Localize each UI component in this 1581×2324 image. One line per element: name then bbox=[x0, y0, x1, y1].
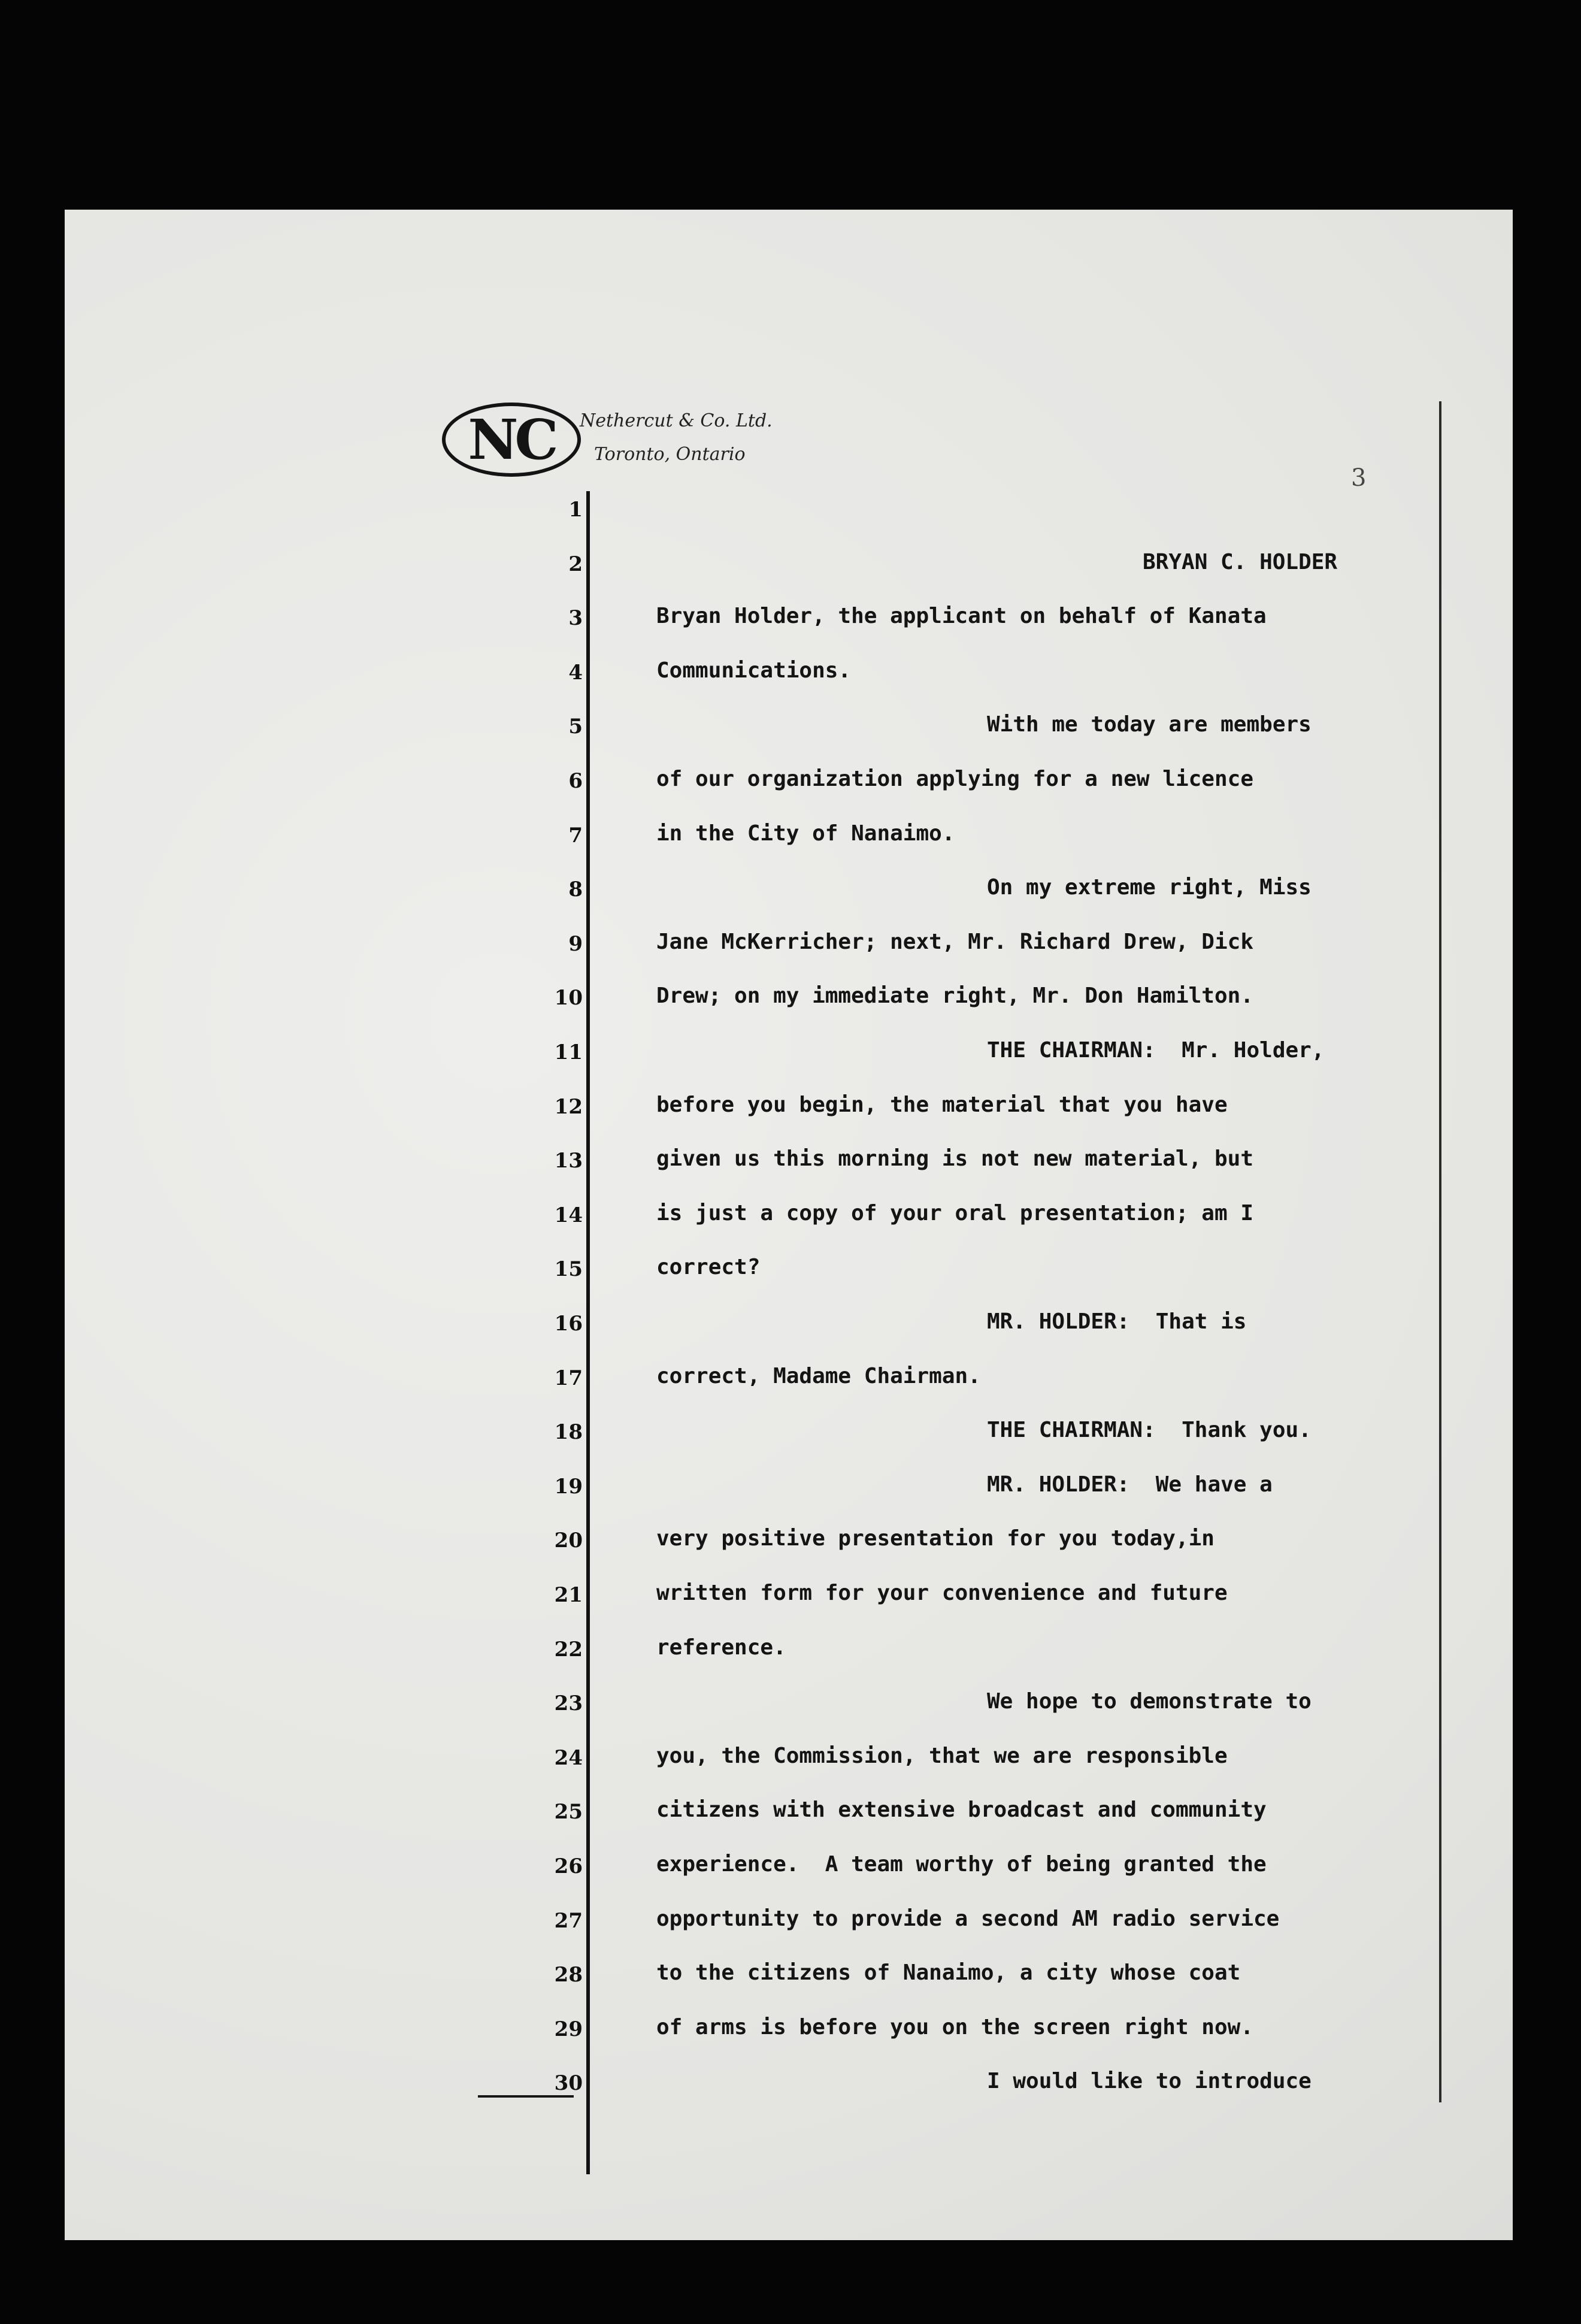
transcript-line: Drew; on my immediate right, Mr. Don Hamilton. bbox=[656, 984, 1253, 1009]
line-number: 27 bbox=[554, 1908, 583, 1933]
transcript-line: very positive presentation for you today,in bbox=[656, 1526, 1214, 1551]
line-number: 2 bbox=[568, 552, 583, 576]
company-logo bbox=[442, 403, 581, 477]
transcript-line: of our organization applying for a new licence bbox=[656, 767, 1253, 791]
page-number: 3 bbox=[1351, 464, 1367, 492]
line-number: 10 bbox=[554, 986, 583, 1010]
transcript-line: is just a copy of your oral presentation; am I bbox=[656, 1200, 1253, 1225]
line-number: 29 bbox=[554, 2017, 583, 2041]
line-number: 26 bbox=[554, 1854, 583, 1878]
transcript-line: to the citizens of Nanaimo, a city whose coat bbox=[656, 1960, 1241, 1986]
line-number: 17 bbox=[554, 1366, 583, 1390]
line-30-dash bbox=[478, 2095, 574, 2098]
transcript-line: written form for your convenience and future bbox=[656, 1581, 1228, 1605]
line-number: 12 bbox=[554, 1094, 583, 1119]
transcript-line: opportunity to provide a second AM radio service bbox=[656, 1906, 1280, 1931]
transcript-line: citizens with extensive broadcast and community bbox=[656, 1798, 1267, 1823]
line-number: 11 bbox=[554, 1040, 583, 1064]
margin-rule-left bbox=[586, 491, 590, 2174]
transcript-line: Bryan Holder, the applicant on behalf of Kanata bbox=[656, 604, 1267, 629]
transcript-line: MR. HOLDER: We have a bbox=[987, 1472, 1273, 1497]
line-number: 24 bbox=[554, 1745, 583, 1770]
line-number: 8 bbox=[568, 877, 583, 902]
transcript-line: THE CHAIRMAN: Mr. Holder, bbox=[987, 1038, 1325, 1063]
line-number: 1 bbox=[568, 498, 583, 522]
transcript-line: correct? bbox=[656, 1255, 761, 1280]
line-number: 28 bbox=[554, 1963, 583, 1987]
transcript-page bbox=[65, 210, 1513, 2240]
line-number: 5 bbox=[568, 715, 583, 739]
logo-letters: NC bbox=[468, 407, 555, 472]
line-number: 9 bbox=[568, 931, 583, 956]
line-number: 18 bbox=[554, 1420, 583, 1445]
line-number: 14 bbox=[554, 1203, 583, 1227]
line-number: 19 bbox=[554, 1474, 583, 1499]
transcript-line: I would like to introduce bbox=[987, 2069, 1312, 2094]
transcript-line: On my extreme right, Miss bbox=[987, 875, 1312, 900]
line-number: 25 bbox=[554, 1800, 583, 1824]
transcript-line: correct, Madame Chairman. bbox=[656, 1363, 981, 1388]
transcript-line: reference. bbox=[656, 1635, 786, 1660]
transcript-line: before you begin, the material that you have bbox=[656, 1092, 1228, 1117]
line-number: 20 bbox=[554, 1529, 583, 1553]
transcript-line: THE CHAIRMAN: Thank you. bbox=[987, 1418, 1312, 1443]
line-number: 21 bbox=[554, 1583, 583, 1607]
transcript-line: We hope to demonstrate to bbox=[987, 1689, 1312, 1714]
transcript-line: BRYAN C. HOLDER bbox=[1143, 549, 1338, 574]
line-number: 3 bbox=[568, 606, 583, 631]
line-number: 7 bbox=[568, 823, 583, 848]
transcript-line: Jane McKerricher; next, Mr. Richard Drew, Dick bbox=[656, 929, 1253, 954]
transcript-line: you, the Commission, that we are responsible bbox=[656, 1743, 1228, 1768]
line-number: 16 bbox=[554, 1312, 583, 1336]
transcript-line: given us this morning is not new material, but bbox=[656, 1146, 1253, 1172]
transcript-line: MR. HOLDER: That is bbox=[987, 1309, 1247, 1334]
line-number: 6 bbox=[568, 769, 583, 793]
line-number: 23 bbox=[554, 1691, 583, 1716]
line-number: 30 bbox=[554, 2071, 583, 2096]
transcript-line: experience. A team worthy of being granted the bbox=[656, 1852, 1267, 1877]
line-number: 4 bbox=[568, 660, 583, 685]
transcript-line: in the City of Nanaimo. bbox=[656, 821, 955, 846]
letterhead-company: Nethercut & Co. Ltd. bbox=[580, 410, 773, 431]
margin-rule-right bbox=[1439, 401, 1441, 2102]
line-number: 15 bbox=[554, 1257, 583, 1282]
line-number: 22 bbox=[554, 1637, 583, 1662]
transcript-line: With me today are members bbox=[987, 712, 1312, 737]
transcript-line: Communications. bbox=[656, 658, 852, 683]
line-number: 13 bbox=[554, 1149, 583, 1173]
transcript-line: of arms is before you on the screen right now. bbox=[656, 2014, 1253, 2039]
letterhead bbox=[580, 404, 773, 471]
letterhead-city: Toronto, Ontario bbox=[594, 444, 746, 465]
